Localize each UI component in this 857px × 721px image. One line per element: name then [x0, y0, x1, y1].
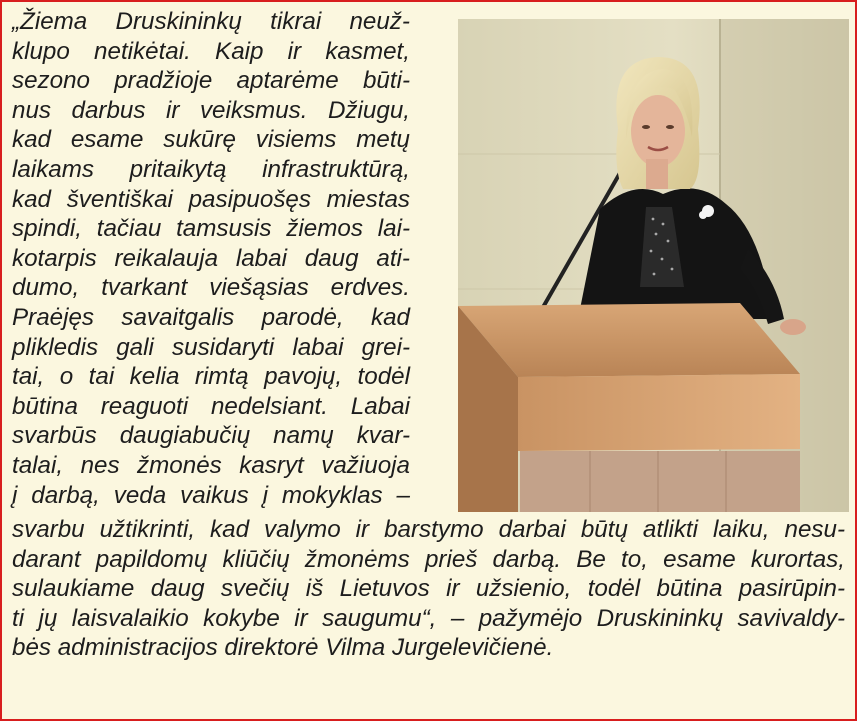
article-line: klupo netikėtai. Kaip ir kasmet, — [12, 37, 410, 65]
article-line: darant papildomų kliūčių žmonėms prieš darbą. Be to, esame kurortas, — [12, 545, 845, 573]
article-line: nus darbus ir veiksmus. Džiugu, — [12, 96, 410, 124]
article-line: kotarpis reikalauja labai daug ati- — [12, 244, 410, 272]
article-line: svarbu užtikrinti, kad valymo ir barstymo darbai būtų atlikti laiku, nesu- — [12, 516, 845, 543]
article-line: tai, o tai kelia rimtą pavojų, todėl — [12, 363, 410, 391]
article-line: sezono pradžioje aptarėme būti- — [12, 67, 410, 95]
article-line: dumo, tvarkant viešąsias erdves. — [12, 274, 410, 302]
article-line: talai, nes žmonės kasryt važiuoja — [12, 452, 410, 479]
article-line: Praėjęs savaitgalis parodė, kad — [12, 304, 410, 331]
article-line: plikledis gali susidaryti labai grei- — [12, 333, 410, 361]
article-line: kad šventiškai pasipuošęs miestas — [12, 185, 410, 213]
article-line: bės administracijos direktorė Vilma Jurgelevičienė. — [12, 634, 554, 662]
speaker-photo — [458, 19, 849, 512]
article-line: svarbūs daugiabučių namų kvar- — [12, 422, 410, 450]
article-line: į darbą, veda vaikus į mokyklas – — [12, 481, 410, 509]
article-line: spindi, tačiau tamsusis žiemos lai- — [12, 215, 410, 243]
article-line: būtina reaguoti nedelsiant. Labai — [12, 392, 410, 420]
article-line: „Žiema Druskininkų tikrai neuž- — [12, 8, 410, 35]
article-line: kad esame sukūrę visiems metų — [12, 126, 410, 154]
article-line: laikams pritaikytą infrastruktūrą, — [12, 156, 410, 183]
article-line: ti jų laisvalaikio kokybe ir saugumu“, – pažymėjo Druskininkų savivaldy- — [12, 604, 845, 632]
article-line: sulaukiame daug svečių iš Lietuvos ir užsienio, todėl būtina pasirūpin- — [12, 575, 845, 603]
